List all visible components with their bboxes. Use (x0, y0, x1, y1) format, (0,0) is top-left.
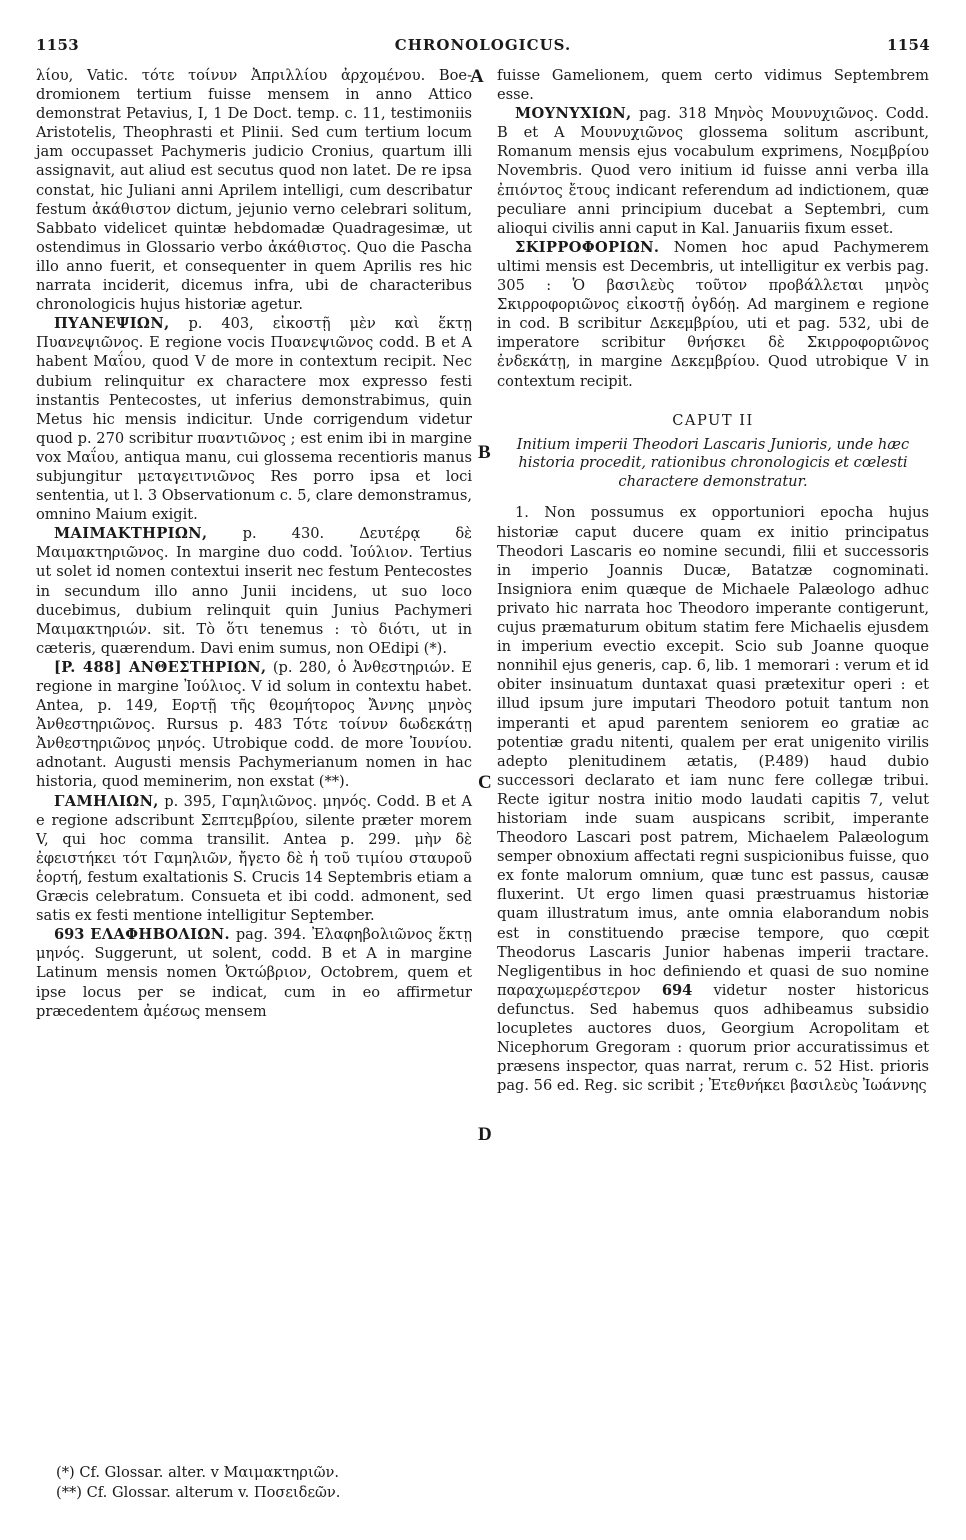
margin-marker-d: D (478, 1124, 492, 1145)
paragraph-elaphebolion (36, 925, 472, 1020)
paragraph-anthesterion (36, 658, 472, 792)
left-column (36, 66, 472, 1021)
entry-heading: ΣΚΙΡΡΟΦΟΡΙΩΝ. (515, 238, 660, 256)
entry-text: p. 395, Γαμηλιῶνος. μηνός. Codd. B et A e regione adscribunt Σεπτεμβρίου, silente præter morem V, qui hoc comma transilit. Antea p. 299. μὴν δὲ ἐφειστήκει τότ Γαμηλιῶν, ἤγετο δὲ ἡ τοῦ τιμίου σταυροῦ ἑορτή, festum exaltationis S. Crucis 14 Septembris etiam a Græcis celebratum. Consueta et ibi codd. admonent, sed satis ex festi mentione intelligitur September. (36, 792, 472, 925)
paragraph-skirrophorion (497, 238, 929, 391)
entry-heading: ΕΛΑΦΗΒΟΛΙΩΝ. (90, 926, 230, 944)
margin-marker-a: A (470, 66, 484, 87)
column-number: 694 (661, 981, 693, 999)
entry-heading: ΜΟΥΝΥΧΙΩΝ, (515, 105, 632, 123)
entry-text: p. 403, εἰκοστῇ μὲν καὶ ἕκτῃ Πυανεψιῶνος. E regione vocis Πυανεψιῶνος codd. B et A habent Μαΐου, quod V de more in contextum recipit. Nec dubium relinquitur ex charactere mox expresso festi instantis Pentecostes, ut inferius demonstrabimus, quin Metus hic mensis indicitur. Unde corrigendum videtur quod p. 270 scribitur πυαντιῶνος ; est enim ibi in margine vox Μαΐου, antiqua manu, cui glossema recentioris manus subjungitur μεταγειτνιῶνος Res porro ipsa et loci sententia, ut l. 3 Observationum c. 5, clare demonstramus, omnino Maium exigit. (36, 315, 472, 524)
body-text-continued: videtur noster historicus defunctus. Sed habemus quos adhibeamus subsidio locupletes auctores duos, Georgium Acropolitam et Nicephorum Gregoram : quorum prior accuratissimus et præsens inspector, quas narrat, rerum c. 52 Hist. prioris pag. 56 ed. Reg. sic scribit ; Ἐτεθνήκει βασιλεὺς Ἰωάννης (497, 981, 929, 1095)
chapter-title: CAPUT II (672, 411, 754, 429)
chapter-summary: Initium imperii Theodori Lascaris Junioris, unde hæc historia procedit, rationibus chronologicis et cœlesti charactere demonstratur. (516, 435, 910, 490)
body-text: 1. Non possumus ex opportuniori epocha hujus historiæ caput ducere quam ex initio principatus Theodori Lascaris eo nomine secundi, filii et successoris in imperio Joannis Ducæ, Batatzæ cognominati. Insigniora enim quæque de Michaele Palæologo adhuc privato hic narrata hoc Theodoro imperante contigerunt, cujus præmaturum obitum statim fere Michaelis ejusdem in imperium evectio excepit. Scio sub Joanne quoque nonnihil ejus generis, cap. 6, lib. 1 memorari : verum et id obiter insinuatum duntaxat quasi prætexitur operi : et illud ipsum jure imputari Theodoro potuit tantum non imperanti et apud parentem seniorem eo gratiæ ac potentiæ gradu nitenti, qualem per erat unigenito virilis adepto plenitudinem ætatis, (P.489) haud dubio successori declarato et iam nunc fere collegæ tribui. Recte igitur nostra initio modo laudati capitis 7, velut historiam inde suam auspicans scribit, imperante Theodoro Lascari post patrem, Michaelem Palæologum semper obnoxium affectati regni suspicionibus fuisse, quo ex fonte malorum omnium, quæ tunc est passus, causæ fluxerint. Ut ergo limen quasi præstruamus historiæ quam illustratum imus, ante omnia elaborandum nobis est in constituendo præcise tempore, quo cœpit Theodorus Lascaris Junior habenas imperii tractare. Negligentibus in hoc definiendo et quasi de suo nomine παραχωμερέστερον (497, 504, 929, 999)
entry-text: Nomen hoc apud Pachymerem ultimi mensis est Decembris, ut intelligitur ex verbis pag. 305 : Ὁ βασιλεὺς τοῦτον προβάλλεται μηνὸς Σκιρροφοριῶνος εἰκοστῇ ὀγδόῃ. Ad marginem e regione in cod. B scribitur Δεκεμβρίου, uti et pag. 532, ubi de imperatore scribitur θνήσκει δὲ Σκιρροφοριῶνος ἐνδεκάτῃ, in margine Δεκεμβρίου. Quod utrobique V in contextum recipit. (497, 238, 929, 390)
paragraph-mounychion (497, 104, 929, 238)
page-number-left: 1153 (36, 36, 79, 54)
column-number: 693 (54, 926, 85, 944)
paragraph-boedromion: λίου, Vatic. τότε τοίνυν Ἀπριλλίου ἀρχομένου. Boe-dromionem tertium fuisse mensem in anno Attico demonstrat Petavius, I, 1 De Doct. temp. c. 11, testimoniis Aristotelis, Theophrasti et Plinii. Sed cum tertium locum jam occupasset Pachymeris judicio Cronius, quartum illi assignavit, aut aliud est secutus quod non latet. De re ipsa constat, hic Juliani anni Aprilem intelligi, cum describatur festum ἀκάθιστον dictum, jejunio verno celebrari solitum, Sabbato videlicet quintæ hebdomadæ Quadragesimæ, ut ostendimus in Glossario verbo ἀκάθιστος. Quo die Pascha illo anno fuerit, et consequenter in quem Aprilis res hic narrata inciderit, dicemus infra, ubi de characteribus chronologicis hujus historiæ agetur. (36, 67, 472, 314)
paragraph-gamelion (36, 792, 472, 926)
running-title: CHRONOLOGICUS. (394, 36, 572, 54)
entry-text: p. 430. Δευτέρᾳ δὲ Μαιμακτηριῶνος. In margine duo codd. Ἰούλιον. Tertius ut solet id nomen contextui inserit nec festum Pentecostes in secundum illo anno Junii incidens, ut suo loco ducebimus, dubium relinquit quin Junius Pachymeri Μαιμακτηριών. sit. Τὸ ὅτι tenemus : τὸ διότι, ut in cæteris, quærendum. Davi enim sumus, non OEdipi (*). (36, 525, 472, 657)
footnote-2: (**) Cf. Glossar. alterum v. Ποσειδεῶν. (56, 1483, 341, 1501)
paragraph-gamelion-cont: fuisse Gamelionem, quem certo vidimus Septembrem esse. (497, 67, 929, 104)
page-number-right: 1154 (887, 36, 930, 54)
paragraph-pyanepsion (36, 314, 472, 524)
margin-marker-b: B (478, 442, 491, 463)
running-header (36, 36, 930, 60)
margin-marker-c: C (478, 772, 492, 793)
entry-text: pag. 394. Ἐλαφηβολιῶνος ἕκτῃ μηνός. Suggerunt, ut solent, codd. B et A in margine Latinum mensis nomen Ὀκτώβριον, Octobrem, quem et ipse locus per se indicat, cum in eo affirmetur præcedentem ἀμέσως mensem (36, 926, 473, 1020)
entry-heading: ΓΑΜΗΛΙΩΝ, (54, 792, 159, 810)
entry-text: (p. 280, ὁ Ἀνθεστηριών. E regione in margine Ἰούλιος. V id solum in contextu habet. Antea, p. 149, Εορτῇ τῆς θεομήτορος Ἄννης μηνὸς Ἀνθεστηριῶνος. Rursus p. 483 Τότε τοίνυν δωδεκάτῃ Ἀνθεστηριῶνος μηνός. Utrobique codd. de more Ἰουνίου. adnotant. Augusti mensis Pachymerianum nomen in hac historia, quod meminerim, non exstat (**). (36, 658, 472, 791)
footnote-1: (*) Cf. Glossar. alter. v Μαιμακτηριῶν. (56, 1464, 340, 1481)
entry-text: pag. 318 Μηνὸς Μουνυχιῶνος. Codd. B et A Μουνυχιῶνος glossema solitum ascribunt, Romanum mensis ejus vocabulum exprimens, Νοεμβρίου Novembris. Quod vero initium id fuisse anni verba illa ἐπιόντος ἔτους indicant referendum ad indictionem, quæ peculiare anni principium ducebat a Septembri, cum alioqui civilis anni caput in Kal. Januariis fixum esset. (497, 105, 930, 237)
right-column (497, 66, 929, 1095)
entry-heading: ΠΥΑΝΕΨΙΩΝ, (54, 315, 170, 333)
footnotes (56, 1463, 476, 1502)
entry-heading: [P. 488] ΑΝΘΕΣΤΗΡΙΩΝ, (54, 658, 267, 676)
paragraph-chapter-body (497, 503, 929, 1095)
paragraph-maimakterion (36, 524, 472, 658)
entry-heading: ΜΑΙΜΑΚΤΗΡΙΩΝ, (54, 525, 208, 543)
